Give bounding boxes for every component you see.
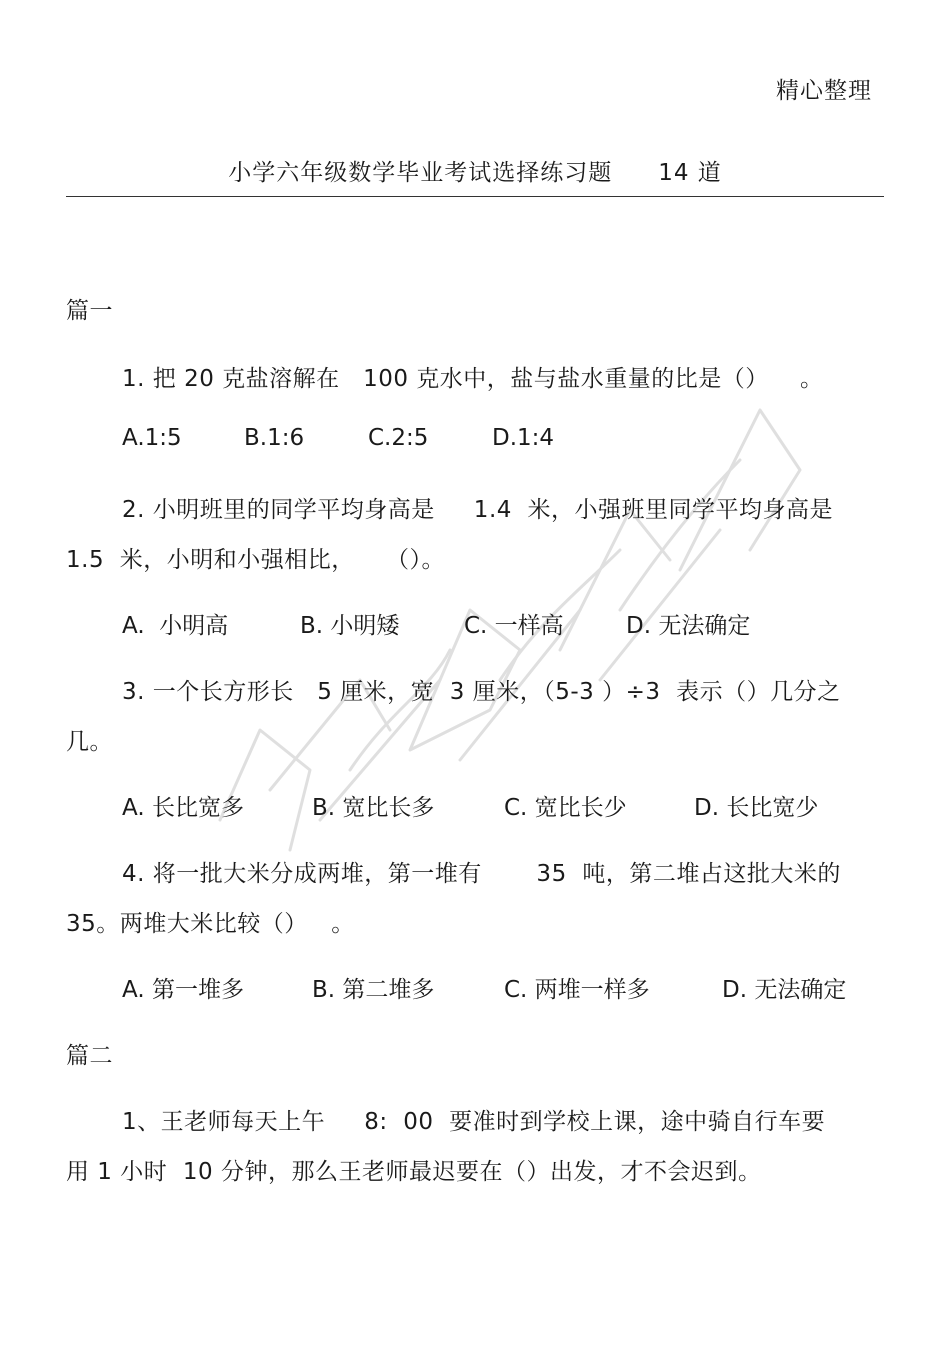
header-brand: 精心整理 bbox=[776, 78, 872, 104]
option-d: D. 长比宽少 bbox=[694, 795, 819, 821]
title-divider bbox=[66, 196, 884, 197]
option-b: B. 小明矮 bbox=[300, 613, 400, 639]
question-2-line-1: 2. 小明班里的同学平均身高是 1.4 米，小强班里同学平均身高是 bbox=[122, 497, 834, 523]
option-d: D.1:4 bbox=[492, 425, 555, 451]
question-3-line-1: 3. 一个长方形长 5 厘米，宽 3 厘米，（5-3 ）÷3 表示（）几分之 bbox=[122, 679, 841, 705]
section-heading-2: 篇二 bbox=[66, 1043, 113, 1069]
option-b: B. 第二堆多 bbox=[312, 977, 435, 1003]
option-c: C. 两堆一样多 bbox=[504, 977, 650, 1003]
option-a: A.1:5 bbox=[122, 425, 182, 451]
option-a: A. 长比宽多 bbox=[122, 795, 244, 821]
option-b: B.1:6 bbox=[244, 425, 305, 451]
option-d: D. 无法确定 bbox=[626, 613, 751, 639]
option-a: A. 小明高 bbox=[122, 613, 229, 639]
title-main: 小学六年级数学毕业考试选择练习题 bbox=[228, 160, 613, 186]
question-1-text: 1. 把 20 克盐溶解在 100 克水中，盐与盐水重量的比是（） 。 bbox=[122, 366, 824, 392]
option-a: A. 第一堆多 bbox=[122, 977, 244, 1003]
option-b: B. 宽比长多 bbox=[312, 795, 435, 821]
question-5-line-2: 用 1 小时 10 分钟，那么王老师最迟要在（）出发，才不会迟到。 bbox=[66, 1159, 762, 1185]
option-d: D. 无法确定 bbox=[722, 977, 847, 1003]
question-4-line-1: 4. 将一批大米分成两堆，第一堆有 35 吨，第二堆占这批大米的 bbox=[122, 861, 841, 887]
section-heading-1: 篇一 bbox=[66, 298, 113, 324]
question-5-line-1: 1、王老师每天上午 8: 00 要准时到学校上课，途中骑自行车要 bbox=[122, 1109, 826, 1135]
option-c: C. 一样高 bbox=[464, 613, 564, 639]
title-count: 14 道 bbox=[658, 160, 722, 186]
question-3-line-2: 几。 bbox=[66, 729, 113, 755]
question-2-line-2: 1.5 米，小明和小强相比， （）。 bbox=[66, 547, 445, 573]
option-c: C. 宽比长少 bbox=[504, 795, 627, 821]
page-title bbox=[0, 154, 950, 187]
option-c: C.2:5 bbox=[368, 425, 429, 451]
question-4-line-2: 35。两堆大米比较（） 。 bbox=[66, 911, 355, 937]
